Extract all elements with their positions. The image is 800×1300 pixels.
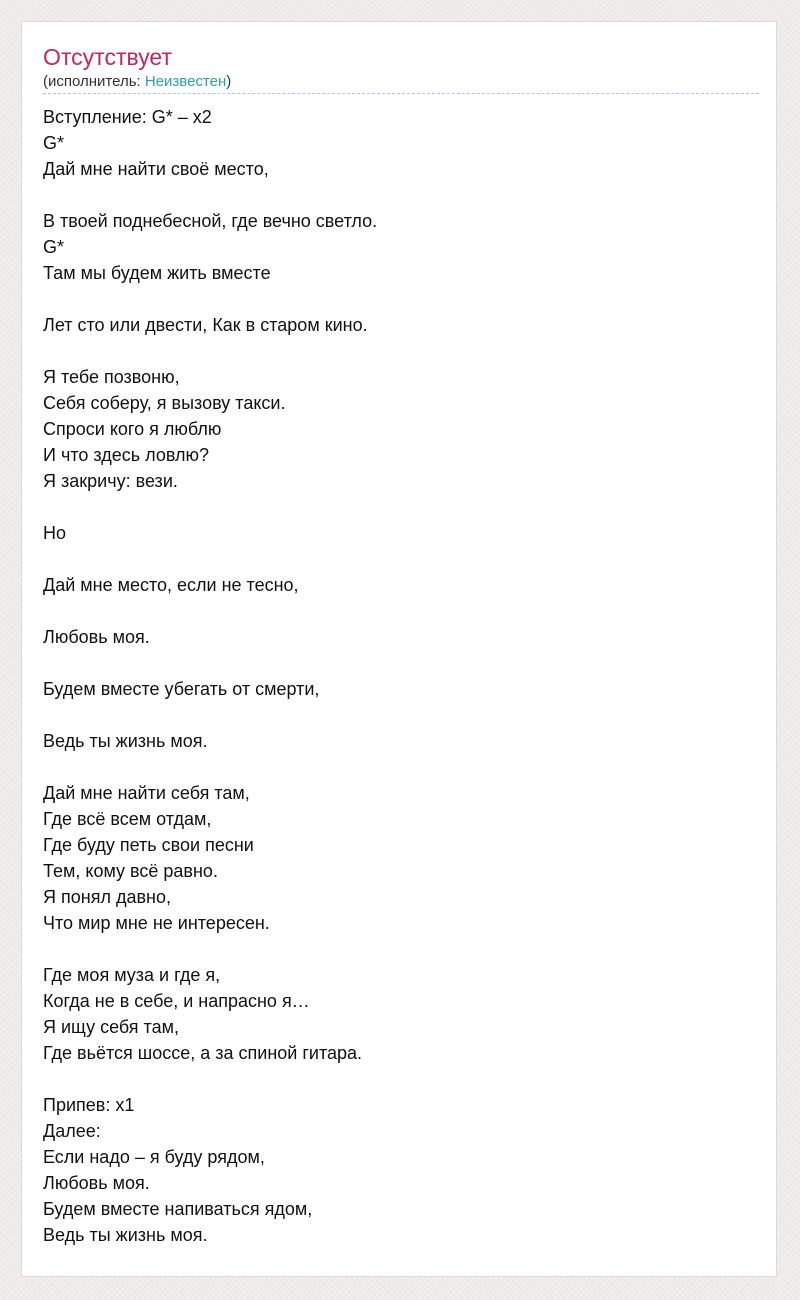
lyrics-text [43,104,759,1248]
lyric-line: Где моя муза и где я, [43,965,221,985]
lyric-line: Ведь ты жизнь моя. [43,1225,208,1245]
lyric-line: Что мир мне не интересен. [43,913,270,933]
lyric-line: Дай мне место, если не тесно, [43,575,299,595]
lyric-blank-line [43,702,759,728]
lyric-line: Вступление: G* – x2 [43,107,212,127]
artist-suffix: ) [226,73,232,90]
lyric-line: В твоей поднебесной, где вечно светло. [43,211,378,231]
lyric-line: И что здесь ловлю? [43,445,209,465]
lyric-blank-line [43,338,759,364]
lyric-line: Где вьётся шоссе, а за спиной гитара. [43,1043,363,1063]
lyric-blank-line [43,182,759,208]
lyric-line: Любовь моя. [43,1173,150,1193]
lyric-line: Когда не в себе, и напрасно я… [43,991,310,1011]
lyric-line: Себя соберу, я вызову такси. [43,393,286,413]
lyric-line: Там мы будем жить вместе [43,263,271,283]
lyric-line: Любовь моя. [43,627,150,647]
lyric-line: Я тебе позвоню, [43,367,180,387]
lyric-blank-line [43,546,759,572]
lyric-line: Я закричу: вези. [43,471,178,491]
lyric-blank-line [43,598,759,624]
lyric-line: G* [43,237,65,257]
lyric-line: G* [43,133,65,153]
lyric-line: Ведь ты жизнь моя. [43,731,208,751]
lyric-line: Дай мне найти себя там, [43,783,250,803]
lyric-line: Припев: x1 [43,1095,135,1115]
artist-line [43,73,231,91]
lyric-blank-line [43,650,759,676]
lyric-blank-line [43,494,759,520]
lyric-line: Лет сто или двести, Как в старом кино. [43,315,368,335]
artist-prefix: (исполнитель: [43,73,145,90]
lyric-line: Где всё всем отдам, [43,809,212,829]
lyric-blank-line [43,1066,759,1092]
lyric-blank-line [43,936,759,962]
lyric-blank-line [43,754,759,780]
lyric-line: Будем вместе напиваться ядом, [43,1199,313,1219]
lyric-line: Далее: [43,1121,101,1141]
artist-link[interactable]: Неизвестен [144,73,227,90]
song-title: Отсутствует [43,44,172,70]
lyric-line: Спроси кого я люблю [43,419,222,439]
lyric-line: Тем, кому всё равно. [43,861,218,881]
lyric-line: Дай мне найти своё место, [43,159,269,179]
lyric-line: Будем вместе убегать от смерти, [43,679,320,699]
lyric-line: Я понял давно, [43,887,171,907]
title-divider [43,93,759,94]
lyric-line: Где буду петь свои песни [43,835,254,855]
lyric-blank-line [43,286,759,312]
lyric-line: Я ищу себя там, [43,1017,179,1037]
lyrics-card [21,21,777,1277]
lyric-line: Если надо – я буду рядом, [43,1147,265,1167]
lyric-line: Но [43,523,67,543]
